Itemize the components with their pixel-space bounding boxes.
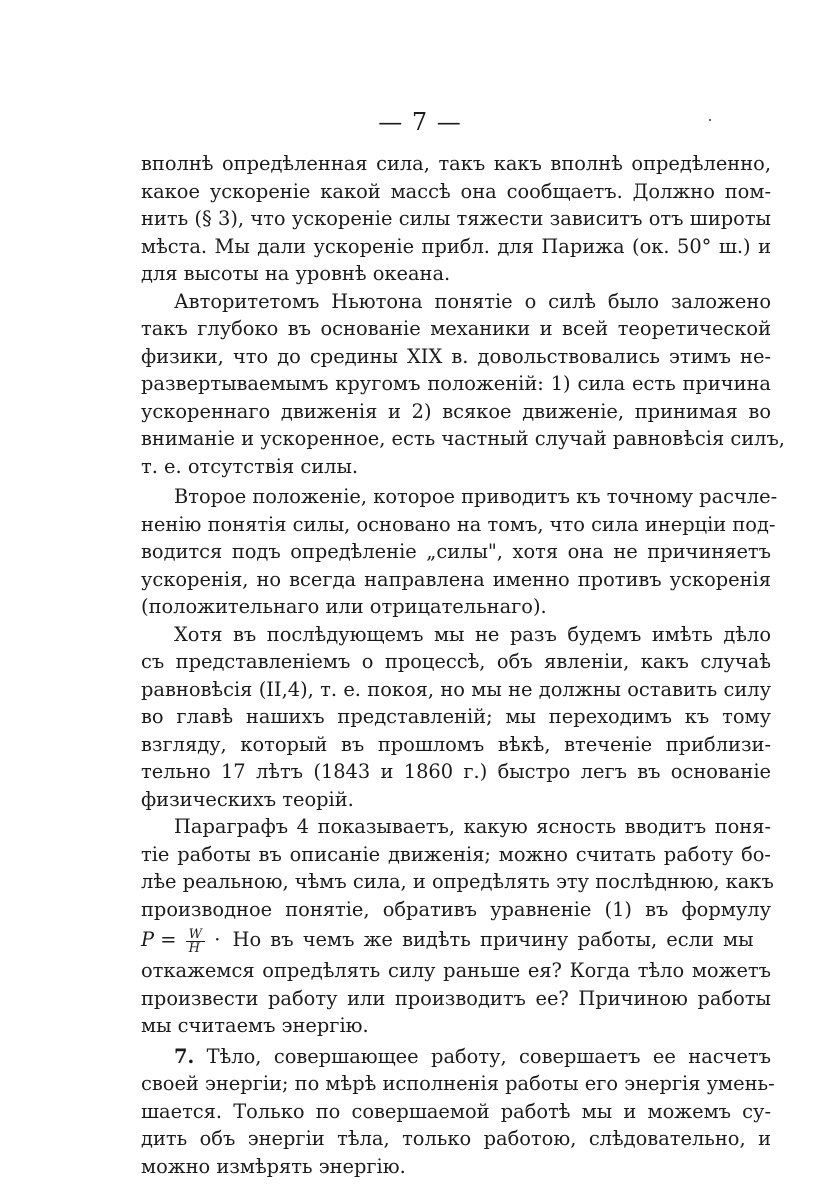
text-line: равновѣсія (II,4), т. е. покоя, но мы не должны оставить силу <box>141 677 771 701</box>
text-line: взгляду, который въ прошломъ вѣкѣ, втеченіе приблизи- <box>141 732 771 756</box>
text-line: во главѣ нашихъ представленій; мы переходимъ къ тому <box>141 705 771 728</box>
text-line: шается. Только по совершаемой работѣ мы и можемъ су- <box>141 1099 771 1123</box>
formula-equals: = <box>160 928 177 951</box>
text-line: Параграфъ 4 показываетъ, какую ясность вводитъ поня- <box>174 815 771 838</box>
text-line: откажемся опредѣлять силу раньше ея? Когда тѣло можетъ <box>141 959 771 982</box>
formula-lhs: P <box>141 928 155 951</box>
text-line: вниманіе и ускоренное, есть частный случай равновѣсія силъ, <box>141 427 785 450</box>
text-line: Второе положеніе, которое приводитъ къ точному расчле- <box>174 485 778 508</box>
text-line: мы считаемъ энергію. <box>141 1014 369 1037</box>
text-line: можно измѣрять энергію. <box>141 1154 406 1178</box>
text-line: водится подъ опредѣленіе „силы", хотя она не причиняетъ <box>141 540 771 563</box>
text-line: физики, что до средины XIX в. довольствовались этимъ не- <box>141 344 771 368</box>
text-line: такъ глубоко въ основаніе механики и всей теоретической <box>141 317 771 340</box>
formula-tail-text: Но въ чемъ же видѣть причину работы, если мы <box>232 928 754 951</box>
text-line: ускоренія, но всегда направлена именно противъ ускоренія <box>141 567 771 591</box>
text-line: дить объ энергіи тѣла, только работою, слѣдовательно, и <box>141 1127 771 1150</box>
section-first-line: Тѣло, совершающее работу, совершаетъ ее насчетъ <box>206 1044 771 1068</box>
text-line: съ представленіемъ о процессѣ, объ явленіи, какъ случаѣ <box>141 650 771 673</box>
text-line: лѣе реальною, чѣмъ сила, и опредѣлять эту послѣднюю, какъ <box>141 870 774 893</box>
text-line: развертываемымъ кругомъ положеній: 1) сила есть причина <box>141 372 771 395</box>
text-line: своей энергіи; по мѣрѣ исполненія работы его энергія умень- <box>141 1072 775 1095</box>
formula-line <box>141 923 771 957</box>
formula-dot: · <box>214 928 221 951</box>
text-line: (положительнаго или отрицательнаго). <box>141 595 547 618</box>
formula-numerator: W <box>186 928 205 942</box>
text-line: мѣста. Мы дали ускореніе прибл. для Парижа (ок. 50° ш.) и <box>141 234 771 258</box>
text-line: т. е. отсутствія силы. <box>141 454 359 478</box>
text-line: ускореннаго движенія и 2) всякое движеніе, принимая во <box>141 399 771 423</box>
scan-speck <box>709 119 711 121</box>
text-line: для высоты на уровнѣ океана. <box>141 262 451 285</box>
section-7 <box>141 1043 775 1181</box>
formula-fraction <box>186 928 205 955</box>
paragraph-5 <box>141 813 774 1040</box>
text-line: производное понятіе, обративъ уравненіе (1) въ формулу <box>141 897 771 921</box>
text-line: тіе работы въ описаніе движенія; можно считать работу бо- <box>141 842 771 866</box>
paragraph-1 <box>141 150 771 288</box>
paragraph-4 <box>141 621 771 814</box>
text-line: ненію понятія силы, основано на томъ, что сила инерціи под- <box>141 512 776 536</box>
page-number: — 7 — <box>378 108 462 136</box>
text-line: произвести работу или производитъ ее? Причиною работы <box>141 986 771 1010</box>
text-line: вполнѣ опредѣленная сила, такъ какъ вполнѣ опредѣленно, <box>141 152 771 175</box>
text-line: Хотя въ послѣдующемъ мы не разъ будемъ имѣть дѣло <box>174 622 771 646</box>
formula-denominator: H <box>188 940 200 956</box>
paragraph-2 <box>141 288 785 481</box>
text-line: какое ускореніе какой массѣ она сообщаетъ. Должно пом- <box>141 179 771 203</box>
text-line <box>141 1043 771 1071</box>
text-line: Авторитетомъ Ньютона понятіе о силѣ было заложено <box>174 289 771 313</box>
paragraph-3 <box>141 483 778 621</box>
page-body <box>141 150 785 1180</box>
text-line: тельно 17 лѣтъ (1843 и 1860 г.) быстро легъ въ основаніе <box>141 760 771 783</box>
text-line: нить (§ 3), что ускореніе силы тяжести зависитъ отъ широты <box>141 207 771 230</box>
section-number: 7. <box>174 1044 195 1068</box>
text-line: физическихъ теорій. <box>141 787 354 811</box>
